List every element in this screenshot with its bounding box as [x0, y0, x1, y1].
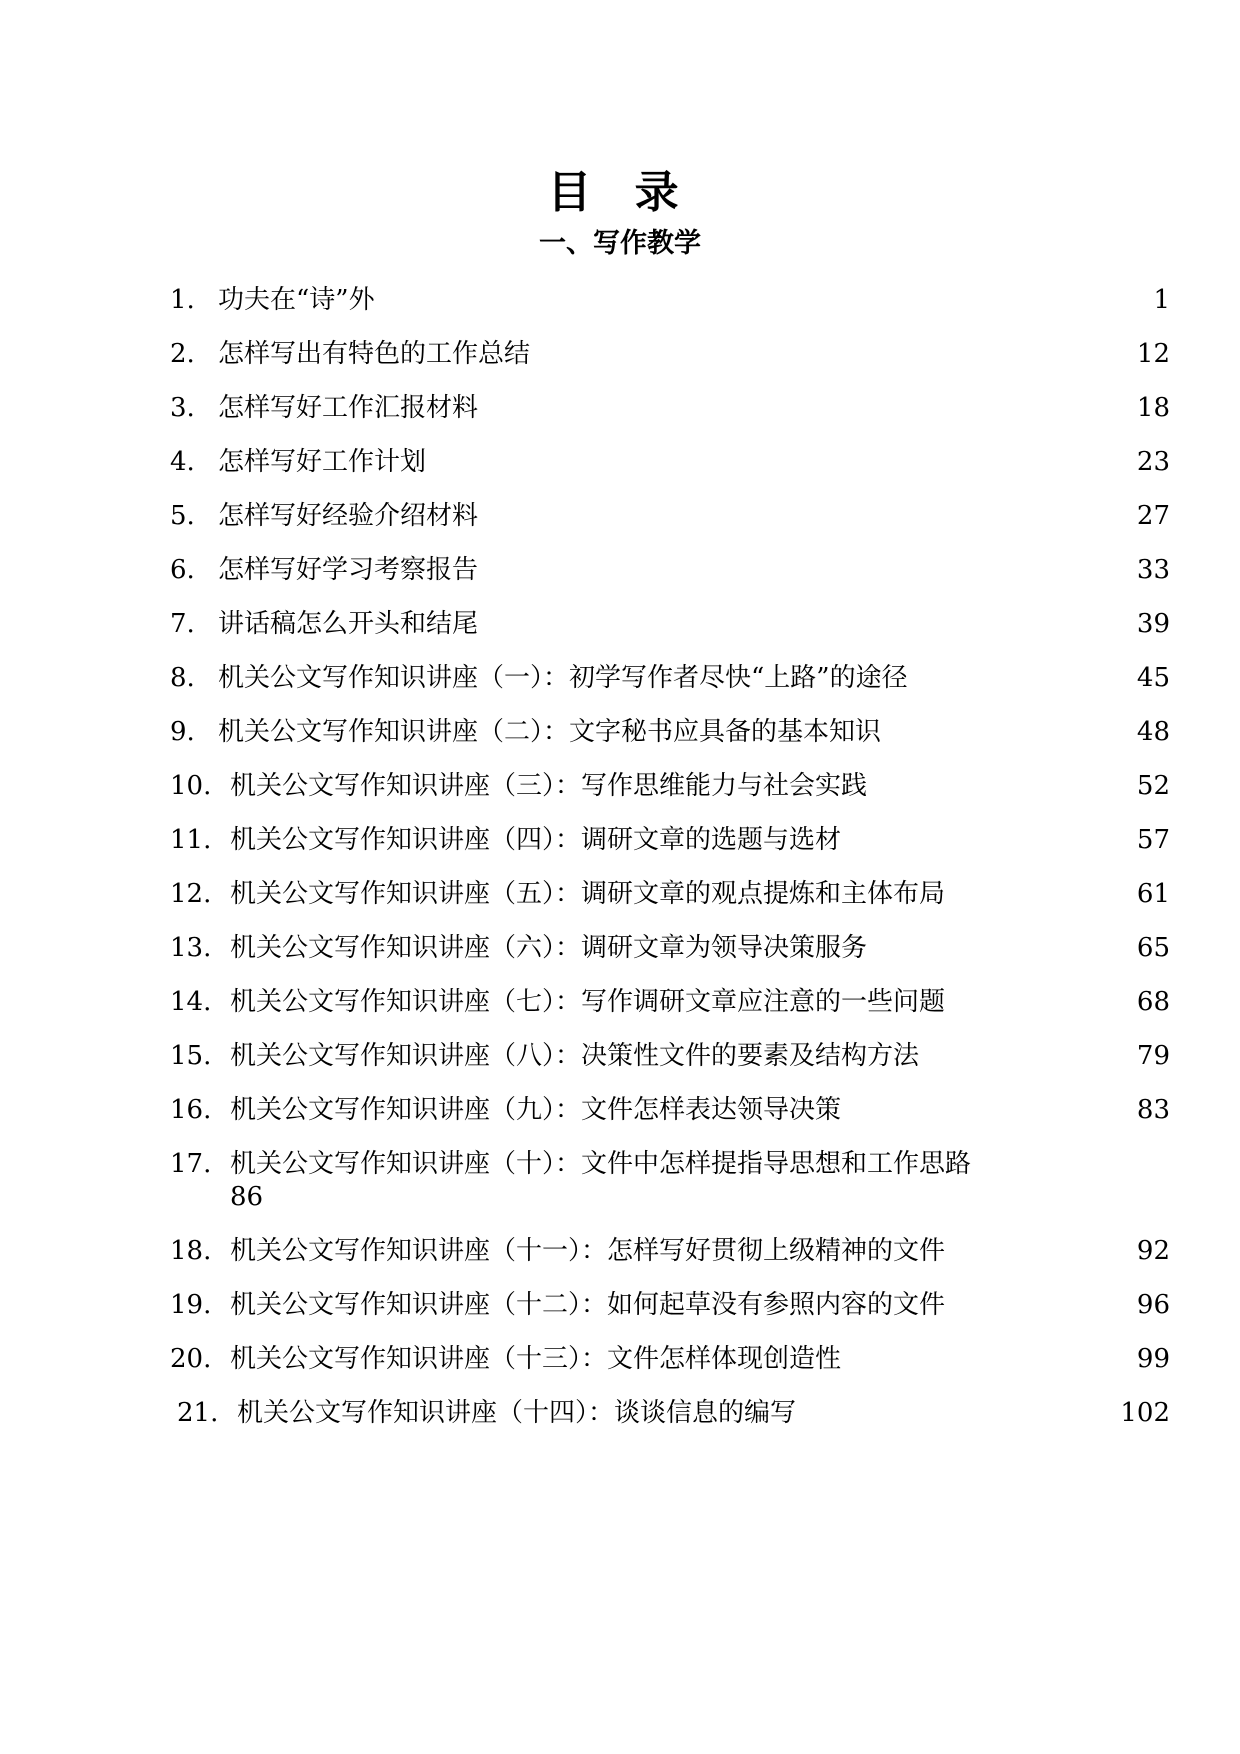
toc-entry [170, 876, 1170, 930]
toc-entry-title: 机关公文写作知识讲座（十二）：如何起草没有参照内容的文件 [230, 1290, 946, 1320]
toc-entry [170, 714, 1170, 768]
toc-entry-page: 92 [1136, 1236, 1170, 1266]
toc-entry-page: 86 [230, 1182, 264, 1212]
toc-entry-number: 13. [170, 933, 212, 963]
toc-entry-number: 10. [170, 771, 212, 801]
toc-entry-page: 65 [1136, 933, 1170, 963]
table-of-contents [170, 282, 1170, 1449]
toc-entry-number: 4. [170, 447, 195, 477]
page-title: 目 录 [547, 167, 693, 218]
toc-entry-title: 机关公文写作知识讲座（十四）：谈谈信息的编写 [237, 1398, 797, 1428]
toc-entry [170, 336, 1170, 390]
toc-entry-page: 68 [1136, 987, 1170, 1017]
toc-entry-number: 12. [170, 879, 212, 909]
toc-entry [170, 282, 1170, 336]
toc-entry-page: 39 [1136, 609, 1170, 639]
toc-entry-title: 机关公文写作知识讲座（六）：调研文章为领导决策服务 [230, 933, 868, 963]
toc-entry-number: 2. [170, 339, 195, 369]
toc-entry-title: 怎样写好工作计划 [218, 447, 427, 477]
toc-entry-number: 3. [170, 393, 195, 423]
toc-entry [170, 1287, 1170, 1341]
toc-entry-number: 7. [170, 609, 195, 639]
toc-entry [170, 1341, 1170, 1395]
section-heading: 一、写作教学 [539, 228, 701, 259]
toc-entry-number: 15. [170, 1041, 212, 1071]
toc-entry-number: 1. [170, 285, 195, 315]
toc-entry [170, 822, 1170, 876]
toc-entry [170, 1038, 1170, 1092]
toc-entry [170, 660, 1170, 714]
toc-entry-number: 20. [170, 1344, 212, 1374]
toc-entry [170, 606, 1170, 660]
toc-entry-title: 机关公文写作知识讲座（二）：文字秘书应具备的基本知识 [218, 717, 882, 747]
toc-entry-title: 机关公文写作知识讲座（五）：调研文章的观点提炼和主体布局 [230, 879, 946, 909]
toc-entry-title: 怎样写出有特色的工作总结 [218, 339, 531, 369]
toc-entry [170, 498, 1170, 552]
toc-entry-page: 83 [1136, 1095, 1170, 1125]
toc-entry-title: 机关公文写作知识讲座（一）：初学写作者尽快“上路”的途径 [218, 663, 908, 693]
toc-entry-title: 功夫在“诗”外 [218, 285, 375, 315]
toc-entry-number: 16. [170, 1095, 212, 1125]
toc-entry-number: 8. [170, 663, 195, 693]
toc-entry [170, 930, 1170, 984]
toc-entry-number: 18. [170, 1236, 212, 1266]
toc-entry-page: 99 [1136, 1344, 1170, 1374]
toc-entry [170, 444, 1170, 498]
toc-entry-page: 45 [1136, 663, 1170, 693]
toc-entry-title: 机关公文写作知识讲座（七）：写作调研文章应注意的一些问题 [230, 987, 946, 1017]
toc-entry [170, 552, 1170, 606]
toc-entry-page: 27 [1136, 501, 1170, 531]
toc-entry-number: 21. [177, 1398, 219, 1428]
toc-entry-title: 机关公文写作知识讲座（四）：调研文章的选题与选材 [230, 825, 842, 855]
toc-entry-title: 机关公文写作知识讲座（八）：决策性文件的要素及结构方法 [230, 1041, 920, 1071]
toc-entry-number: 5. [170, 501, 195, 531]
toc-entry [170, 1233, 1170, 1287]
toc-entry-title: 机关公文写作知识讲座（三）：写作思维能力与社会实践 [230, 771, 868, 801]
toc-entry-page: 33 [1136, 555, 1170, 585]
toc-entry [170, 984, 1170, 1038]
toc-entry-title: 机关公文写作知识讲座（十一）：怎样写好贯彻上级精神的文件 [230, 1236, 946, 1266]
toc-entry [170, 768, 1170, 822]
toc-entry-number: 14. [170, 987, 212, 1017]
toc-entry-title: 怎样写好学习考察报告 [218, 555, 479, 585]
toc-entry-title: 怎样写好经验介绍材料 [218, 501, 479, 531]
toc-entry-page: 48 [1136, 717, 1170, 747]
toc-entry-title: 机关公文写作知识讲座（十三）：文件怎样体现创造性 [230, 1344, 842, 1374]
toc-entry-page: 57 [1136, 825, 1170, 855]
toc-entry [170, 1395, 1170, 1449]
toc-entry-title: 怎样写好工作汇报材料 [218, 393, 479, 423]
toc-entry-page: 96 [1136, 1290, 1170, 1320]
toc-entry-page: 52 [1136, 771, 1170, 801]
toc-entry-page: 18 [1136, 393, 1170, 423]
toc-entry-number: 6. [170, 555, 195, 585]
toc-entry-number: 11. [170, 825, 212, 855]
toc-entry-page: 79 [1136, 1041, 1170, 1071]
toc-entry-number: 17. [170, 1149, 212, 1179]
toc-entry-page: 1 [1153, 285, 1170, 315]
toc-entry [170, 1146, 1170, 1233]
toc-entry-page: 102 [1120, 1398, 1170, 1428]
toc-entry-page: 61 [1136, 879, 1170, 909]
toc-entry-page: 12 [1136, 339, 1170, 369]
toc-entry-page: 23 [1136, 447, 1170, 477]
toc-entry [170, 1092, 1170, 1146]
toc-entry-title: 机关公文写作知识讲座（十）：文件中怎样提指导思想和工作思路 [230, 1149, 972, 1179]
toc-entry-title: 讲话稿怎么开头和结尾 [218, 609, 479, 639]
toc-entry-number: 9. [170, 717, 195, 747]
toc-entry-number: 19. [170, 1290, 212, 1320]
toc-entry-title: 机关公文写作知识讲座（九）：文件怎样表达领导决策 [230, 1095, 842, 1125]
toc-entry [170, 390, 1170, 444]
